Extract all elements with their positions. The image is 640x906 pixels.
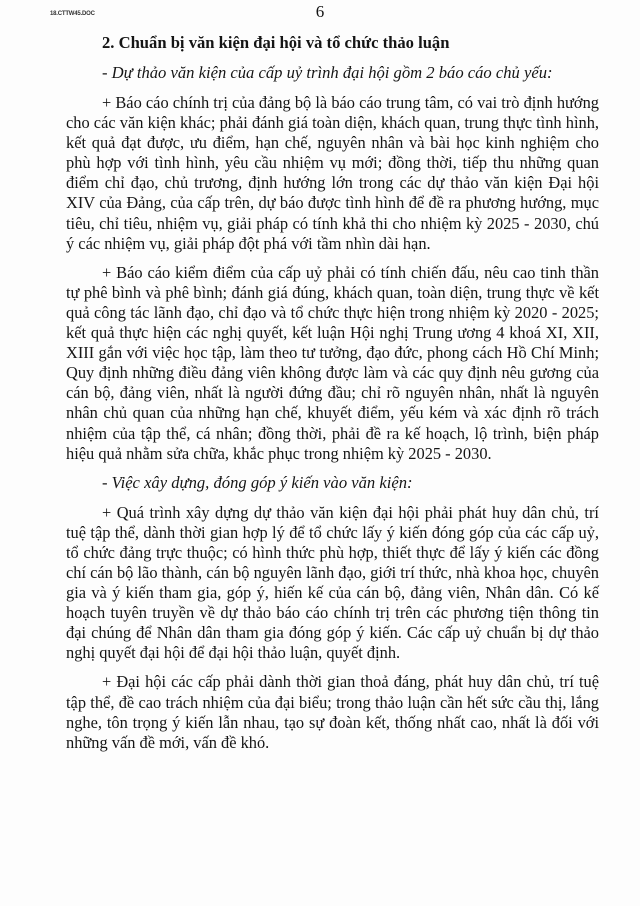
subsection-label: - Việc xây dựng, đóng góp ý kiến vào văn kiện: <box>102 472 413 492</box>
document-body <box>66 32 599 753</box>
section-heading: 2. Chuẩn bị văn kiện đại hội và tổ chức thảo luận <box>102 33 450 52</box>
page-number: 6 <box>315 2 325 21</box>
paragraph: + Báo cáo chính trị của đảng bộ là báo cáo trung tâm, có vai trò định hướng cho các văn kiện khác; phải đánh giá toàn diện, khách quan, trung thực tình hình, kết quả đạt được, ưu điểm, hạn chế, nguyên nhân và bài học kinh nghiệm cho phù hợp với tình hình, yêu cầu nhiệm vụ mới; đồng thời, tiếp thu những quan điểm chỉ đạo, chủ trương, định hướng lớn trong các dự thảo văn kiện Đại hội XIV của Đảng, của cấp trên, dự báo được tình hình để đề ra phương hướng, mục tiêu, chỉ tiêu, nhiệm vụ, giải pháp có tính khả thi cho nhiệm kỳ 2025 - 2030, chú ý các nhiệm vụ, giải pháp đột phá với tầm nhìn dài hạn. <box>66 93 599 253</box>
paragraph: + Quá trình xây dựng dự thảo văn kiện đại hội phải phát huy dân chủ, trí tuệ tập thể, dành thời gian hợp lý để tổ chức lấy ý kiến đóng góp của các cấp uỷ, tổ chức đảng trực thuộc; có hình thức phù hợp, thiết thực để lấy ý kiến các đồng chí cán bộ lão thành, cán bộ nguyên lãnh đạo, giới trí thức, nhà khoa học, chuyên gia và ý kiến tham gia, góp ý, hiến kế của cán bộ, đảng viên, Nhân dân. Có kế hoạch tuyên truyền về dự thảo báo cáo chính trị trên các phương tiện thông tin đại chúng để Nhân dân tham gia đóng góp ý kiến. Các cấp uỷ chuẩn bị dự thảo nghị quyết đại hội để đại hội thảo luận, quyết định. <box>66 502 599 663</box>
paragraph: + Báo cáo kiểm điểm của cấp uỷ phải có tính chiến đấu, nêu cao tinh thần tự phê bình và phê bình; đánh giá đúng, khách quan, toàn diện, trung thực về kết quả công tác lãnh đạo, chỉ đạo và tổ chức thực hiện trong nhiệm kỳ 2020 - 2025; kết quả thực hiện các nghị quyết, kết luận Hội nghị Trung ương 4 khoá XI, XII, XIII gắn với việc học tập, làm theo tư tưởng, đạo đức, phong cách Hồ Chí Minh; Quy định những điều đảng viên không được làm và các quy định nêu gương của cán bộ, đảng viên, nhất là người đứng đầu; chỉ rõ nguyên nhân, nhất là nguyên nhân chủ quan của những hạn chế, khuyết điểm, yếu kém và xác định rõ trách nhiệm của tập thể, cá nhân; đồng thời, phải đề ra kế hoạch, lộ trình, biện pháp hiệu quả nhằm sửa chữa, khắc phục trong nhiệm kỳ 2025 - 2030. <box>66 262 599 463</box>
paragraph: + Đại hội các cấp phải dành thời gian thoả đáng, phát huy dân chủ, trí tuệ tập thể, đề cao trách nhiệm của đại biểu; trong thảo luận cần hết sức cầu thị, lắng nghe, tôn trọng ý kiến lẫn nhau, tạo sự đoàn kết, thống nhất cao, nhất là đối với những vấn đề mới, vấn đề khó. <box>66 672 599 752</box>
subsection-label: - Dự thảo văn kiện của cấp uỷ trình đại hội gồm 2 báo cáo chủ yếu: <box>102 63 553 82</box>
document-id: 18.CTTW45.DOC <box>50 11 95 17</box>
